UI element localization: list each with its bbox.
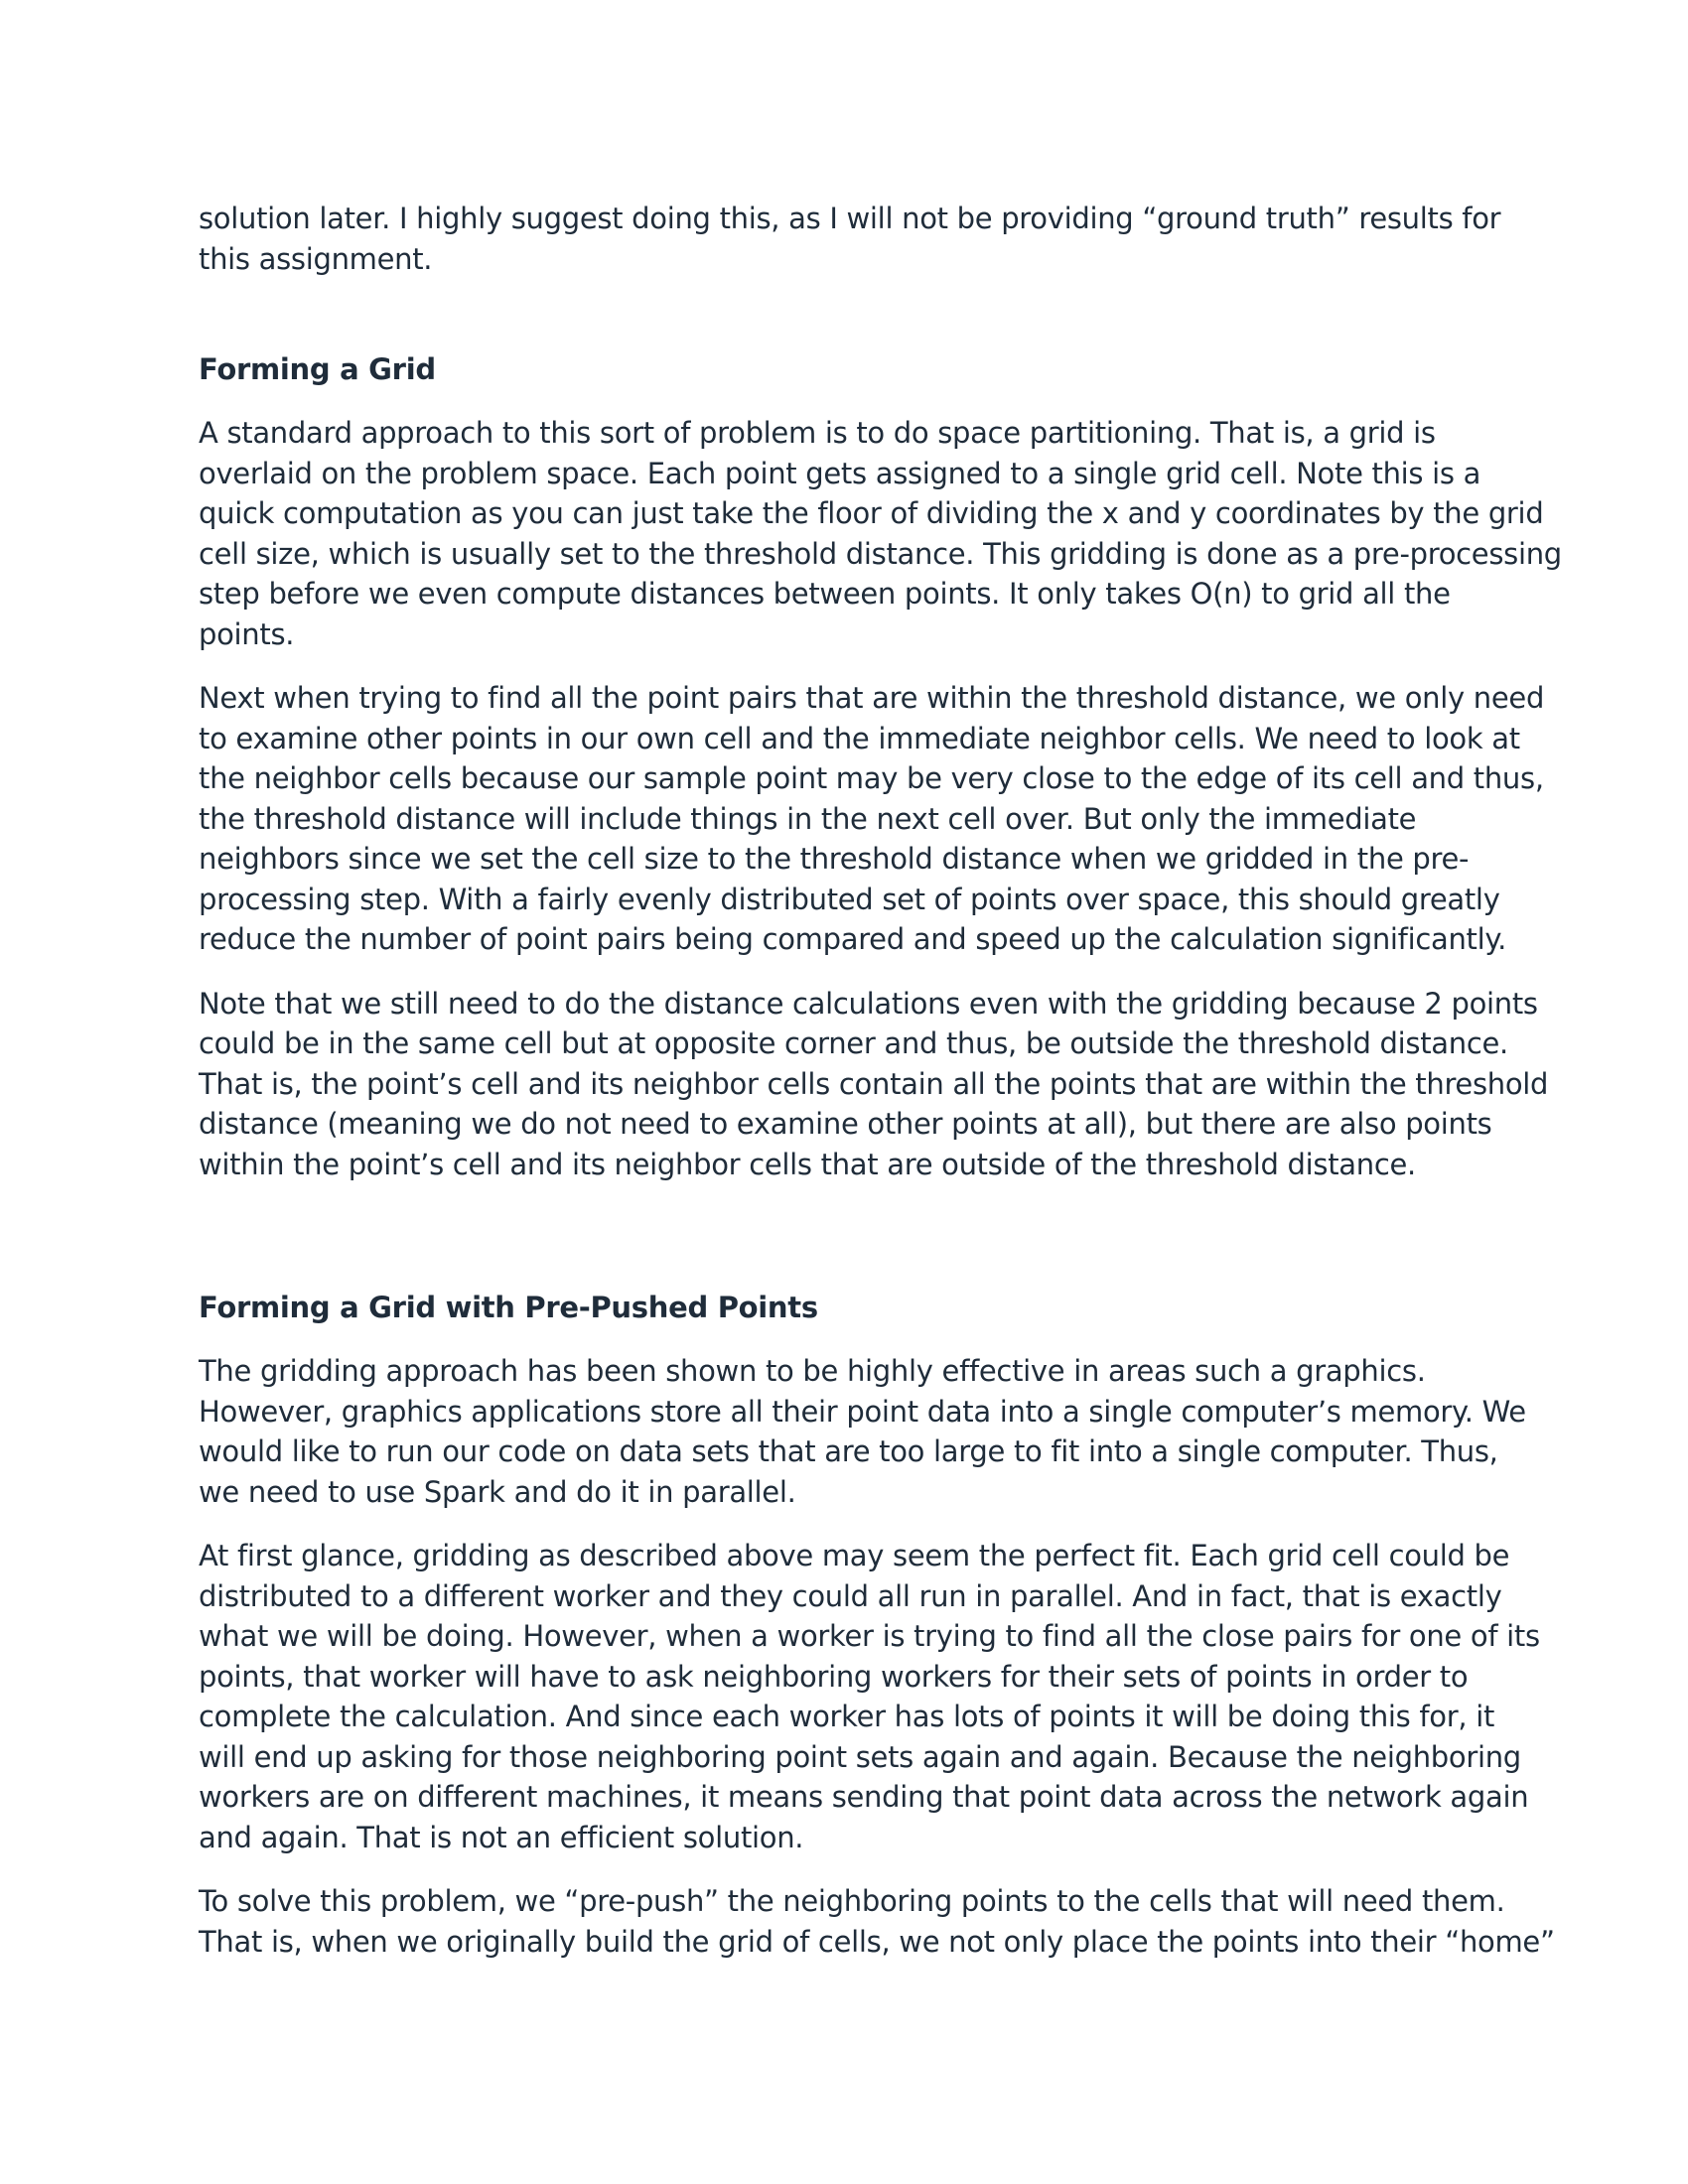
text-line: Next when trying to find all the point pairs that are within the threshold distance, we only need: [199, 681, 1545, 715]
text-line: to examine other points in our own cell and the immediate neighbor cells. We need to look at: [199, 721, 1520, 755]
paragraph: [199, 678, 1545, 960]
text-line: would like to run our code on data sets that are too large to fit into a single computer. Thus,: [199, 1434, 1498, 1468]
text-line: within the point’s cell and its neighbor cells that are outside of the threshold distance.: [199, 1147, 1416, 1181]
text-line: the threshold distance will include things in the next cell over. But only the immediate: [199, 801, 1417, 836]
text-line: the neighbor cells because our sample point may be very close to the edge of its cell and thus,: [199, 761, 1544, 795]
paragraph: [199, 1536, 1540, 1857]
text-line: workers are on different machines, it means sending that point data across the network again: [199, 1780, 1529, 1814]
text-line: That is, the point’s cell and its neighbor cells contain all the points that are within the threshold: [199, 1066, 1549, 1101]
text-line: reduce the number of point pairs being compared and speed up the calculation significantly.: [199, 922, 1507, 956]
text-line: Note that we still need to do the distance calculations even with the gridding because 2 points: [199, 986, 1538, 1021]
text-line: points, that worker will have to ask neighboring workers for their sets of points in order to: [199, 1659, 1469, 1694]
text-line: and again. That is not an efficient solution.: [199, 1820, 804, 1854]
text-line: step before we even compute distances between points. It only takes O(n) to grid all the: [199, 577, 1451, 611]
paragraph: [199, 984, 1549, 1185]
section-heading: Forming a Grid with Pre-Pushed Points: [199, 1291, 818, 1324]
text-line: At first glance, gridding as described above may seem the perfect fit. Each grid cell could be: [199, 1539, 1510, 1572]
text-line: cell size, which is usually set to the threshold distance. This gridding is done as a pre-processing: [199, 536, 1562, 571]
text-line: points.: [199, 616, 295, 651]
text-line: distance (meaning we do not need to examine other points at all), but there are also points: [199, 1107, 1492, 1141]
intro-paragraph: [199, 199, 1501, 279]
text-line: To solve this problem, we “pre-push” the neighboring points to the cells that will need them.: [199, 1884, 1505, 1918]
text-line: However, graphics applications store all their point data into a single computer’s memory. We: [199, 1394, 1526, 1429]
text-line: distributed to a different worker and they could all run in parallel. And in fact, that is exactly: [199, 1578, 1502, 1613]
text-line: neighbors since we set the cell size to the threshold distance when we gridded in the pre-: [199, 842, 1470, 876]
paragraph: [199, 413, 1562, 654]
text-line: this assignment.: [199, 241, 433, 276]
section-heading: Forming a Grid: [199, 352, 436, 386]
text-line: complete the calculation. And since each worker has lots of points it will be doing this for, it: [199, 1700, 1495, 1733]
document-page: [199, 199, 1562, 1985]
text-line: we need to use Spark and do it in parallel.: [199, 1474, 796, 1509]
paragraph: [199, 1351, 1526, 1512]
text-line: solution later. I highly suggest doing this, as I will not be providing “ground truth” results for: [199, 202, 1501, 235]
text-line: what we will be doing. However, when a worker is trying to find all the close pairs for one of its: [199, 1619, 1540, 1653]
text-line: The gridding approach has been shown to be highly effective in areas such a graphics.: [199, 1354, 1426, 1388]
text-line: will end up asking for those neighboring point sets again and again. Because the neighboring: [199, 1739, 1521, 1774]
text-line: quick computation as you can just take the floor of dividing the x and y coordinates by the grid: [199, 496, 1544, 530]
text-line: A standard approach to this sort of problem is to do space partitioning. That is, a grid is: [199, 416, 1436, 450]
text-line: That is, when we originally build the grid of cells, we not only place the points into their “home”: [199, 1924, 1555, 1959]
text-line: overlaid on the problem space. Each point gets assigned to a single grid cell. Note this is a: [199, 456, 1481, 490]
paragraph: [199, 1881, 1555, 1962]
text-line: could be in the same cell but at opposite corner and thus, be outside the threshold distance.: [199, 1026, 1508, 1060]
text-line: processing step. With a fairly evenly distributed set of points over space, this should greatly: [199, 882, 1500, 916]
